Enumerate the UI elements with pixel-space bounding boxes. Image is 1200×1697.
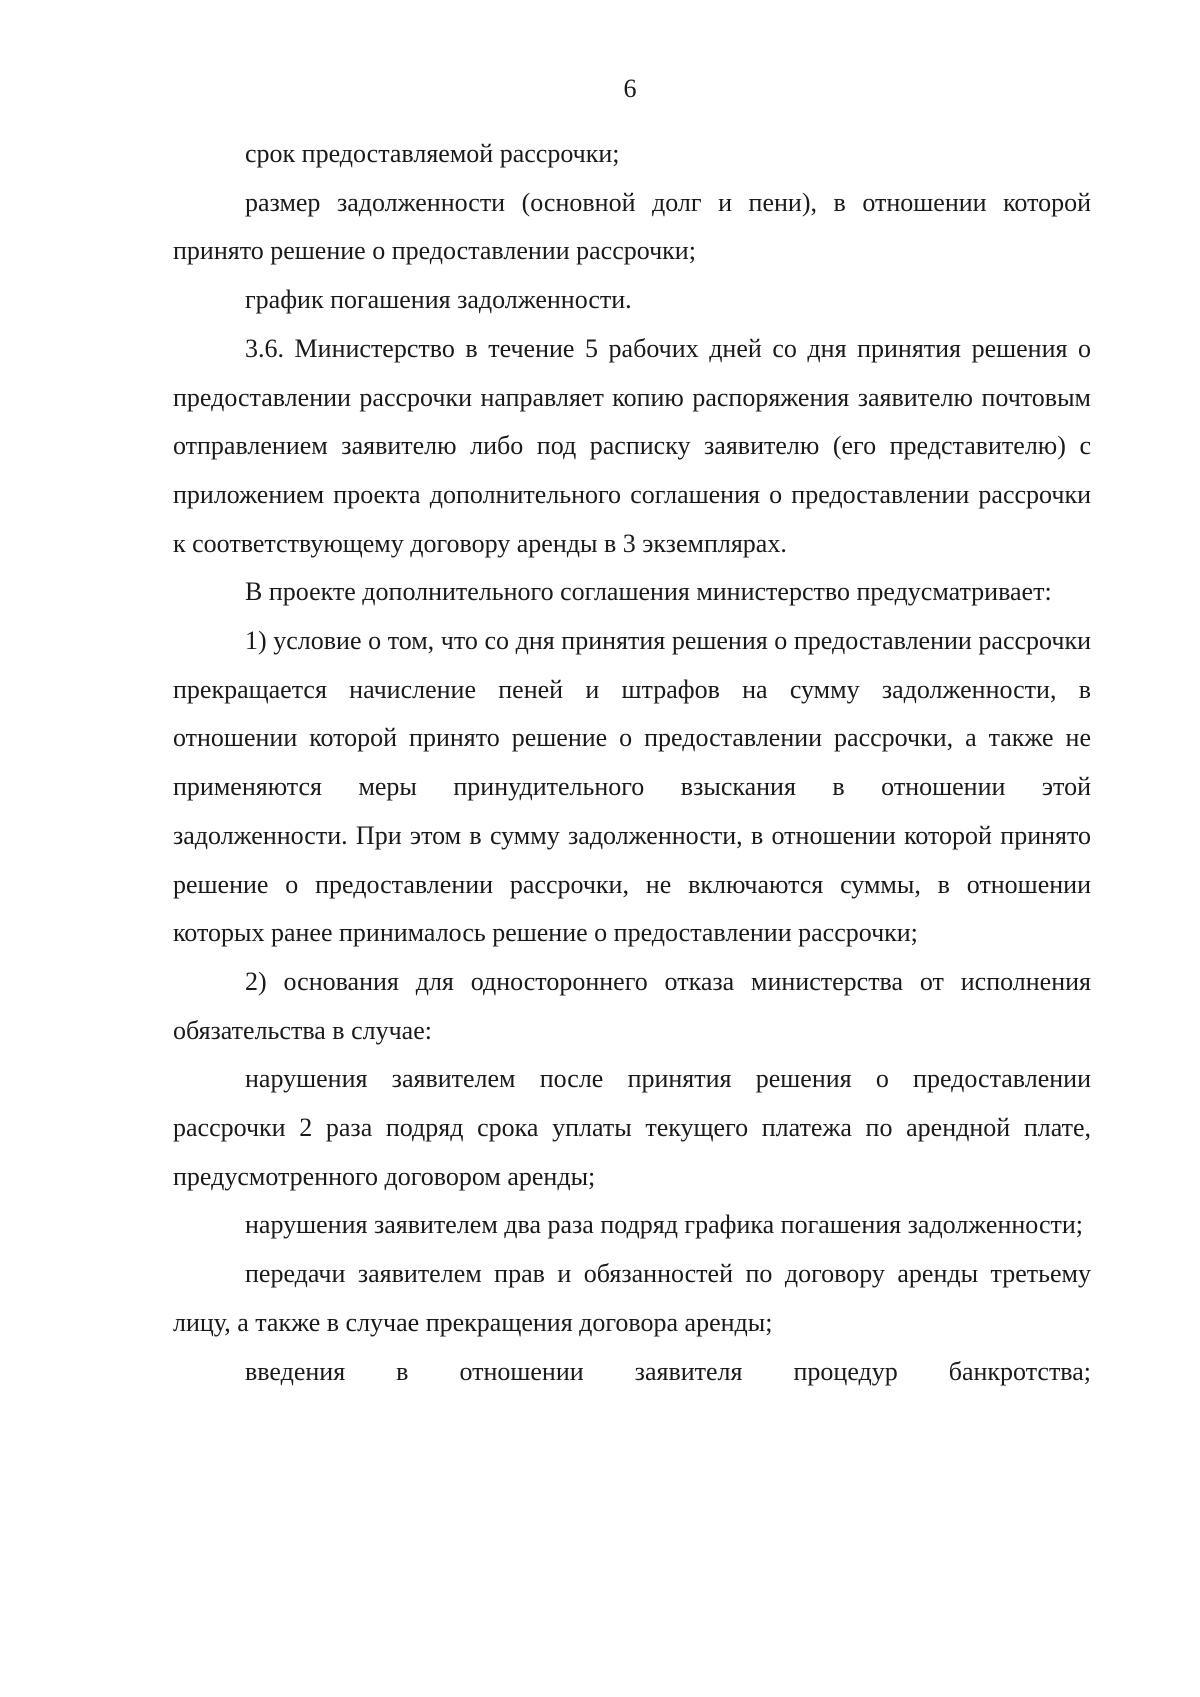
paragraph: срок предоставляемой рассрочки; [245,139,620,168]
paragraph: передачи заявителем прав и обязанностей по договору аренды третьему лицу, а также в случае прекращения договора аренды; [173,1259,1091,1337]
paragraph: введения в отношении заявителя процедур банкротства; [245,1356,1091,1386]
document-body [173,130,1091,1396]
paragraph: график погашения задолженности. [245,285,632,315]
paragraph: размер задолженности (основной долг и пени), в отношении которой принято решение о предоставлении рассрочки; [173,187,1091,266]
paragraph: В проекте дополнительного соглашения министерство предусматривает: [245,577,1052,607]
page-number: 6 [623,74,637,103]
paragraph: 1) условие о том, что со дня принятия решения о предоставлении рассрочки прекращается начисление пеней и штрафов на сумму задолженности, в отношении которой принято решение о предоставлении рассрочки, а также не применяются меры принудительного взыскания в отношении этой задолженности. При этом в сумму задолженности, в отношении которой принято решение о предоставлении рассрочки, не включаются суммы, в отношении которых ранее принималось решение о предоставлении рассрочки; [173,626,1091,948]
paragraph: нарушения заявителем два раза подряд графика погашения задолженности; [245,1210,1083,1240]
paragraph: 2) основания для одностороннего отказа министерства от исполнения обязательства в случае: [173,966,1091,1045]
paragraph: 3.6. Министерство в течение 5 рабочих дней со дня принятия решения о предоставлении рассрочки направляет копию распоряжения заявителю почтовым отправлением заявителю либо под расписку заявителю (его представителю) с приложением проекта дополнительного соглашения о предоставлении рассрочки к соответствующему договору аренды в 3 экземплярах. [173,333,1091,558]
paragraph: нарушения заявителем после принятия решения о предоставлении рассрочки 2 раза подряд срока уплаты текущего платежа по арендной плате, предусмотренного договором аренды; [173,1064,1091,1191]
